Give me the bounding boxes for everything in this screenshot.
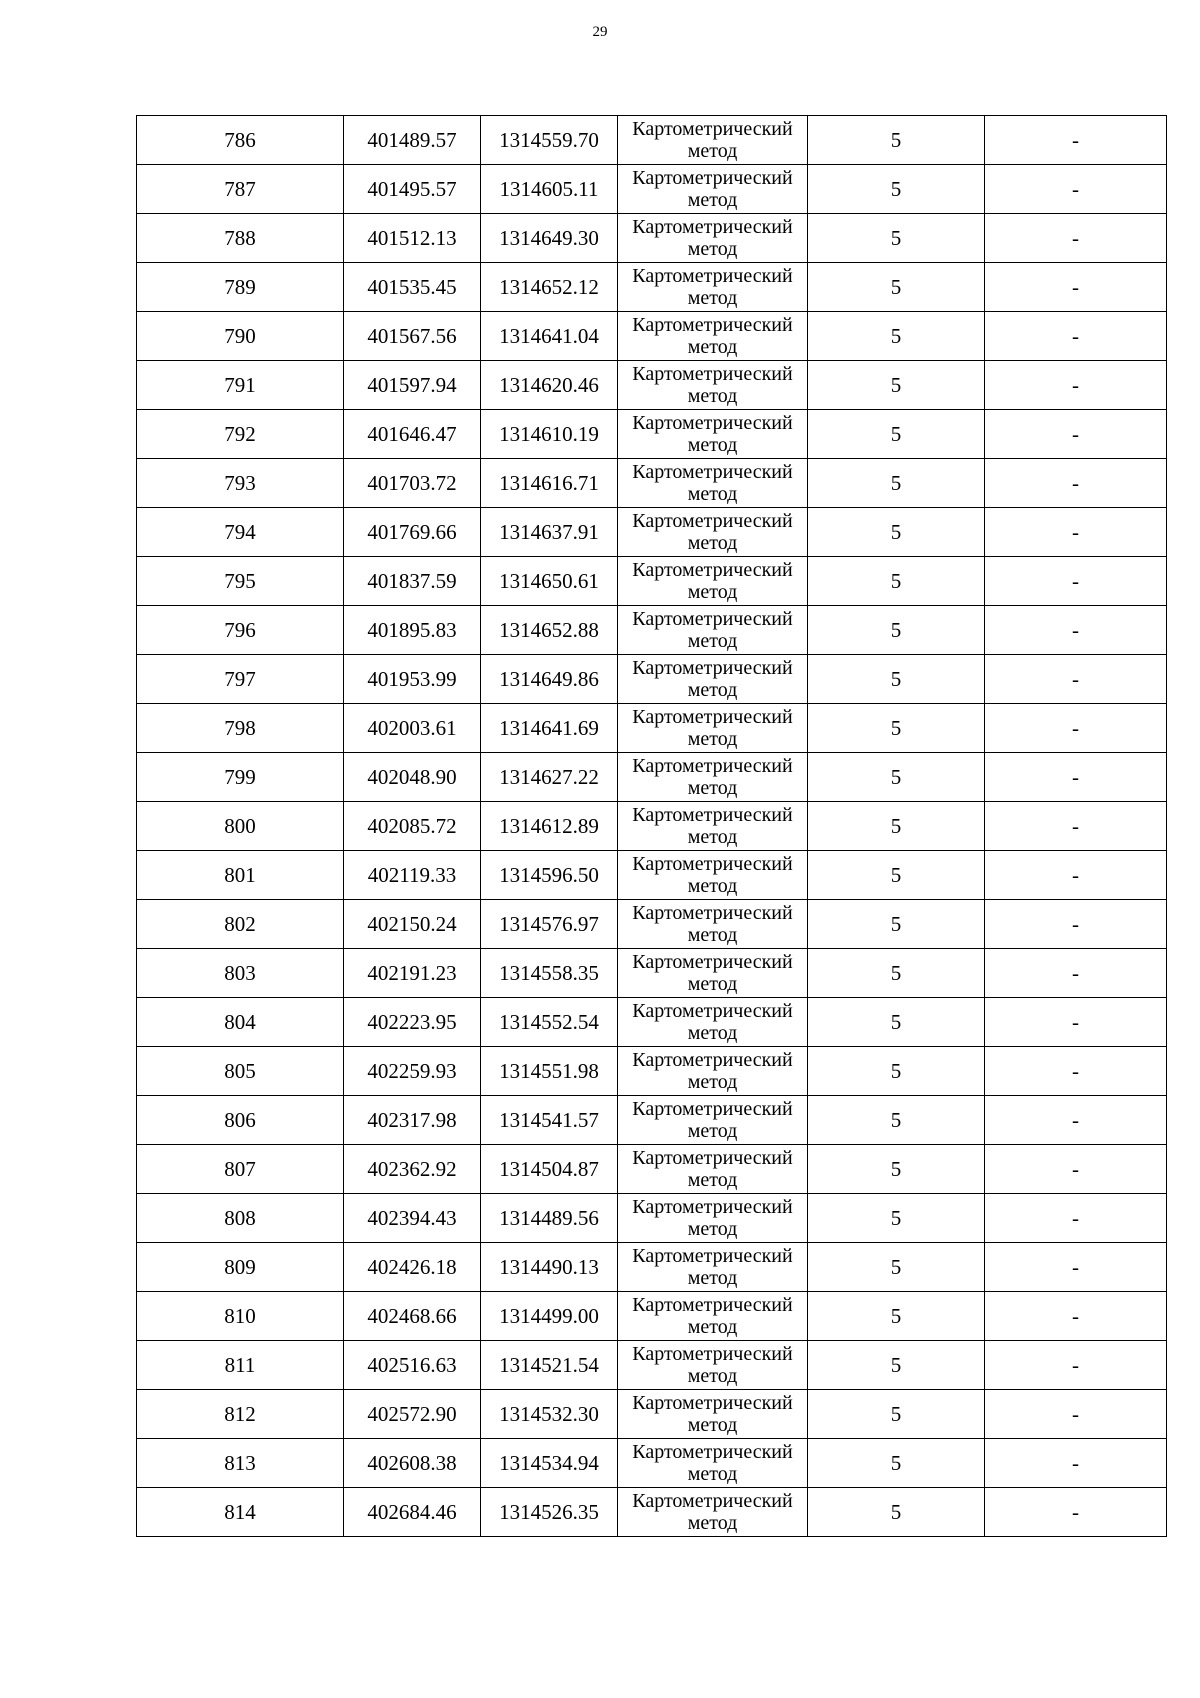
description-cell: -	[985, 1145, 1167, 1194]
method-line1: Картометрический	[632, 1000, 793, 1022]
table-row	[137, 900, 1167, 949]
point-number-cell: 798	[137, 704, 344, 753]
description-cell: -	[985, 1194, 1167, 1243]
point-number-cell: 793	[137, 459, 344, 508]
method-cell	[618, 165, 808, 214]
table-row	[137, 1439, 1167, 1488]
y-coordinate-cell: 1314576.97	[481, 900, 618, 949]
method-line2: метод	[687, 1512, 738, 1534]
method-line2: метод	[687, 1414, 738, 1436]
method-cell	[618, 459, 808, 508]
x-coordinate-cell: 402394.43	[344, 1194, 481, 1243]
description-cell: -	[985, 1243, 1167, 1292]
table-row	[137, 949, 1167, 998]
description-cell: -	[985, 312, 1167, 361]
description-cell: -	[985, 949, 1167, 998]
method-cell	[618, 361, 808, 410]
accuracy-cell: 5	[808, 459, 985, 508]
method-cell	[618, 998, 808, 1047]
method-line2: метод	[687, 1071, 738, 1093]
description-cell: -	[985, 998, 1167, 1047]
description-cell: -	[985, 1047, 1167, 1096]
accuracy-cell: 5	[808, 116, 985, 165]
x-coordinate-cell: 401567.56	[344, 312, 481, 361]
description-cell: -	[985, 704, 1167, 753]
method-line1: Картометрический	[632, 1490, 793, 1512]
method-cell	[618, 1488, 808, 1537]
method-line2: метод	[687, 483, 738, 505]
description-cell: -	[985, 753, 1167, 802]
coordinates-table	[136, 115, 1167, 1537]
point-number-cell: 789	[137, 263, 344, 312]
method-line2: метод	[687, 924, 738, 946]
accuracy-cell: 5	[808, 900, 985, 949]
y-coordinate-cell: 1314641.04	[481, 312, 618, 361]
x-coordinate-cell: 401703.72	[344, 459, 481, 508]
method-cell	[618, 263, 808, 312]
method-cell	[618, 1194, 808, 1243]
description-cell: -	[985, 1488, 1167, 1537]
accuracy-cell: 5	[808, 214, 985, 263]
method-line1: Картометрический	[632, 412, 793, 434]
accuracy-cell: 5	[808, 998, 985, 1047]
y-coordinate-cell: 1314526.35	[481, 1488, 618, 1537]
method-line1: Картометрический	[632, 1098, 793, 1120]
x-coordinate-cell: 401512.13	[344, 214, 481, 263]
x-coordinate-cell: 401489.57	[344, 116, 481, 165]
point-number-cell: 805	[137, 1047, 344, 1096]
method-line2: метод	[687, 1169, 738, 1191]
method-cell	[618, 851, 808, 900]
method-line1: Картометрический	[632, 853, 793, 875]
point-number-cell: 799	[137, 753, 344, 802]
table-row	[137, 1145, 1167, 1194]
method-cell	[618, 1145, 808, 1194]
method-line2: метод	[687, 1120, 738, 1142]
method-line1: Картометрический	[632, 559, 793, 581]
table-row	[137, 753, 1167, 802]
method-line1: Картометрический	[632, 902, 793, 924]
description-cell: -	[985, 1390, 1167, 1439]
method-line1: Картометрический	[632, 167, 793, 189]
table-row	[137, 851, 1167, 900]
table-row	[137, 557, 1167, 606]
description-cell: -	[985, 900, 1167, 949]
accuracy-cell: 5	[808, 802, 985, 851]
method-cell	[618, 312, 808, 361]
x-coordinate-cell: 402003.61	[344, 704, 481, 753]
y-coordinate-cell: 1314641.69	[481, 704, 618, 753]
method-line1: Картометрический	[632, 755, 793, 777]
point-number-cell: 795	[137, 557, 344, 606]
point-number-cell: 809	[137, 1243, 344, 1292]
description-cell: -	[985, 1341, 1167, 1390]
accuracy-cell: 5	[808, 1390, 985, 1439]
y-coordinate-cell: 1314489.56	[481, 1194, 618, 1243]
y-coordinate-cell: 1314499.00	[481, 1292, 618, 1341]
accuracy-cell: 5	[808, 1439, 985, 1488]
method-line2: метод	[687, 287, 738, 309]
method-line1: Картометрический	[632, 1294, 793, 1316]
point-number-cell: 788	[137, 214, 344, 263]
method-line2: метод	[687, 973, 738, 995]
y-coordinate-cell: 1314521.54	[481, 1341, 618, 1390]
method-line2: метод	[687, 679, 738, 701]
method-line1: Картометрический	[632, 608, 793, 630]
point-number-cell: 811	[137, 1341, 344, 1390]
point-number-cell: 802	[137, 900, 344, 949]
table-row	[137, 1292, 1167, 1341]
x-coordinate-cell: 401597.94	[344, 361, 481, 410]
y-coordinate-cell: 1314612.89	[481, 802, 618, 851]
description-cell: -	[985, 557, 1167, 606]
accuracy-cell: 5	[808, 1488, 985, 1537]
description-cell: -	[985, 410, 1167, 459]
point-number-cell: 797	[137, 655, 344, 704]
accuracy-cell: 5	[808, 1047, 985, 1096]
y-coordinate-cell: 1314649.86	[481, 655, 618, 704]
y-coordinate-cell: 1314649.30	[481, 214, 618, 263]
y-coordinate-cell: 1314490.13	[481, 1243, 618, 1292]
description-cell: -	[985, 655, 1167, 704]
x-coordinate-cell: 401769.66	[344, 508, 481, 557]
accuracy-cell: 5	[808, 1292, 985, 1341]
method-line1: Картометрический	[632, 706, 793, 728]
method-line2: метод	[687, 1463, 738, 1485]
table-row	[137, 214, 1167, 263]
y-coordinate-cell: 1314610.19	[481, 410, 618, 459]
x-coordinate-cell: 402259.93	[344, 1047, 481, 1096]
method-cell	[618, 900, 808, 949]
accuracy-cell: 5	[808, 1145, 985, 1194]
page-number: 29	[592, 24, 608, 40]
x-coordinate-cell: 402516.63	[344, 1341, 481, 1390]
table-row	[137, 361, 1167, 410]
table-row	[137, 116, 1167, 165]
point-number-cell: 790	[137, 312, 344, 361]
table-row	[137, 1243, 1167, 1292]
point-number-cell: 792	[137, 410, 344, 459]
x-coordinate-cell: 401495.57	[344, 165, 481, 214]
method-line1: Картометрический	[632, 510, 793, 532]
point-number-cell: 812	[137, 1390, 344, 1439]
x-coordinate-cell: 401535.45	[344, 263, 481, 312]
method-line2: метод	[687, 1316, 738, 1338]
point-number-cell: 806	[137, 1096, 344, 1145]
y-coordinate-cell: 1314559.70	[481, 116, 618, 165]
method-line1: Картометрический	[632, 804, 793, 826]
method-cell	[618, 557, 808, 606]
accuracy-cell: 5	[808, 606, 985, 655]
method-line1: Картометрический	[632, 1196, 793, 1218]
method-line2: метод	[687, 875, 738, 897]
point-number-cell: 794	[137, 508, 344, 557]
point-number-cell: 803	[137, 949, 344, 998]
x-coordinate-cell: 402085.72	[344, 802, 481, 851]
point-number-cell: 796	[137, 606, 344, 655]
x-coordinate-cell: 402362.92	[344, 1145, 481, 1194]
y-coordinate-cell: 1314532.30	[481, 1390, 618, 1439]
accuracy-cell: 5	[808, 1243, 985, 1292]
table-row	[137, 1047, 1167, 1096]
method-line2: метод	[687, 336, 738, 358]
y-coordinate-cell: 1314616.71	[481, 459, 618, 508]
method-line2: метод	[687, 189, 738, 211]
method-line2: метод	[687, 532, 738, 554]
description-cell: -	[985, 606, 1167, 655]
accuracy-cell: 5	[808, 312, 985, 361]
method-line1: Картометрический	[632, 265, 793, 287]
method-line1: Картометрический	[632, 461, 793, 483]
accuracy-cell: 5	[808, 655, 985, 704]
table-row	[137, 508, 1167, 557]
x-coordinate-cell: 402468.66	[344, 1292, 481, 1341]
point-number-cell: 814	[137, 1488, 344, 1537]
description-cell: -	[985, 1292, 1167, 1341]
method-cell	[618, 753, 808, 802]
method-line1: Картометрический	[632, 951, 793, 973]
method-line2: метод	[687, 777, 738, 799]
accuracy-cell: 5	[808, 165, 985, 214]
table-row	[137, 165, 1167, 214]
y-coordinate-cell: 1314504.87	[481, 1145, 618, 1194]
x-coordinate-cell: 402572.90	[344, 1390, 481, 1439]
method-line1: Картометрический	[632, 657, 793, 679]
method-cell	[618, 1096, 808, 1145]
accuracy-cell: 5	[808, 753, 985, 802]
table-row	[137, 1341, 1167, 1390]
y-coordinate-cell: 1314627.22	[481, 753, 618, 802]
x-coordinate-cell: 401895.83	[344, 606, 481, 655]
table-row	[137, 1096, 1167, 1145]
accuracy-cell: 5	[808, 1194, 985, 1243]
table-row	[137, 459, 1167, 508]
x-coordinate-cell: 402608.38	[344, 1439, 481, 1488]
table-row	[137, 312, 1167, 361]
point-number-cell: 807	[137, 1145, 344, 1194]
method-cell	[618, 704, 808, 753]
point-number-cell: 808	[137, 1194, 344, 1243]
method-line2: метод	[687, 1022, 738, 1044]
method-line1: Картометрический	[632, 216, 793, 238]
method-cell	[618, 214, 808, 263]
table-row	[137, 655, 1167, 704]
y-coordinate-cell: 1314552.54	[481, 998, 618, 1047]
method-line2: метод	[687, 140, 738, 162]
method-line2: метод	[687, 434, 738, 456]
y-coordinate-cell: 1314637.91	[481, 508, 618, 557]
method-cell	[618, 508, 808, 557]
method-cell	[618, 949, 808, 998]
method-line2: метод	[687, 630, 738, 652]
point-number-cell: 791	[137, 361, 344, 410]
method-line1: Картометрический	[632, 1245, 793, 1267]
method-line2: метод	[687, 1267, 738, 1289]
y-coordinate-cell: 1314541.57	[481, 1096, 618, 1145]
method-cell	[618, 1243, 808, 1292]
point-number-cell: 813	[137, 1439, 344, 1488]
x-coordinate-cell: 402317.98	[344, 1096, 481, 1145]
x-coordinate-cell: 402048.90	[344, 753, 481, 802]
method-line1: Картометрический	[632, 1392, 793, 1414]
description-cell: -	[985, 802, 1167, 851]
table-row	[137, 1194, 1167, 1243]
description-cell: -	[985, 214, 1167, 263]
table-row	[137, 1488, 1167, 1537]
method-line1: Картометрический	[632, 1147, 793, 1169]
point-number-cell: 810	[137, 1292, 344, 1341]
method-cell	[618, 1292, 808, 1341]
method-line2: метод	[687, 238, 738, 260]
x-coordinate-cell: 402223.95	[344, 998, 481, 1047]
method-line2: метод	[687, 826, 738, 848]
point-number-cell: 787	[137, 165, 344, 214]
method-line2: метод	[687, 1218, 738, 1240]
description-cell: -	[985, 1439, 1167, 1488]
point-number-cell: 786	[137, 116, 344, 165]
description-cell: -	[985, 116, 1167, 165]
method-cell	[618, 802, 808, 851]
method-cell	[618, 116, 808, 165]
point-number-cell: 804	[137, 998, 344, 1047]
x-coordinate-cell: 401837.59	[344, 557, 481, 606]
y-coordinate-cell: 1314596.50	[481, 851, 618, 900]
table-row	[137, 606, 1167, 655]
method-cell	[618, 606, 808, 655]
description-cell: -	[985, 263, 1167, 312]
description-cell: -	[985, 851, 1167, 900]
x-coordinate-cell: 402191.23	[344, 949, 481, 998]
y-coordinate-cell: 1314605.11	[481, 165, 618, 214]
description-cell: -	[985, 1096, 1167, 1145]
method-line1: Картометрический	[632, 1049, 793, 1071]
y-coordinate-cell: 1314551.98	[481, 1047, 618, 1096]
x-coordinate-cell: 402150.24	[344, 900, 481, 949]
accuracy-cell: 5	[808, 508, 985, 557]
table-row	[137, 1390, 1167, 1439]
table-row	[137, 263, 1167, 312]
accuracy-cell: 5	[808, 410, 985, 459]
accuracy-cell: 5	[808, 1341, 985, 1390]
method-cell	[618, 655, 808, 704]
method-cell	[618, 1047, 808, 1096]
method-cell	[618, 1341, 808, 1390]
table-row	[137, 802, 1167, 851]
accuracy-cell: 5	[808, 557, 985, 606]
coordinates-table-body	[137, 116, 1167, 1537]
accuracy-cell: 5	[808, 361, 985, 410]
y-coordinate-cell: 1314652.88	[481, 606, 618, 655]
method-line2: метод	[687, 385, 738, 407]
method-cell	[618, 1439, 808, 1488]
point-number-cell: 800	[137, 802, 344, 851]
method-line1: Картометрический	[632, 1343, 793, 1365]
accuracy-cell: 5	[808, 851, 985, 900]
method-line1: Картометрический	[632, 1441, 793, 1463]
y-coordinate-cell: 1314650.61	[481, 557, 618, 606]
x-coordinate-cell: 401953.99	[344, 655, 481, 704]
x-coordinate-cell: 402119.33	[344, 851, 481, 900]
method-line1: Картометрический	[632, 314, 793, 336]
table-row	[137, 410, 1167, 459]
method-line2: метод	[687, 581, 738, 603]
accuracy-cell: 5	[808, 949, 985, 998]
y-coordinate-cell: 1314558.35	[481, 949, 618, 998]
description-cell: -	[985, 361, 1167, 410]
x-coordinate-cell: 402684.46	[344, 1488, 481, 1537]
accuracy-cell: 5	[808, 263, 985, 312]
x-coordinate-cell: 402426.18	[344, 1243, 481, 1292]
description-cell: -	[985, 459, 1167, 508]
method-line2: метод	[687, 728, 738, 750]
x-coordinate-cell: 401646.47	[344, 410, 481, 459]
method-line1: Картометрический	[632, 118, 793, 140]
method-line2: метод	[687, 1365, 738, 1387]
accuracy-cell: 5	[808, 1096, 985, 1145]
table-row	[137, 704, 1167, 753]
y-coordinate-cell: 1314534.94	[481, 1439, 618, 1488]
accuracy-cell: 5	[808, 704, 985, 753]
method-cell	[618, 1390, 808, 1439]
description-cell: -	[985, 165, 1167, 214]
method-cell	[618, 410, 808, 459]
y-coordinate-cell: 1314620.46	[481, 361, 618, 410]
description-cell: -	[985, 508, 1167, 557]
point-number-cell: 801	[137, 851, 344, 900]
table-row	[137, 998, 1167, 1047]
method-line1: Картометрический	[632, 363, 793, 385]
y-coordinate-cell: 1314652.12	[481, 263, 618, 312]
